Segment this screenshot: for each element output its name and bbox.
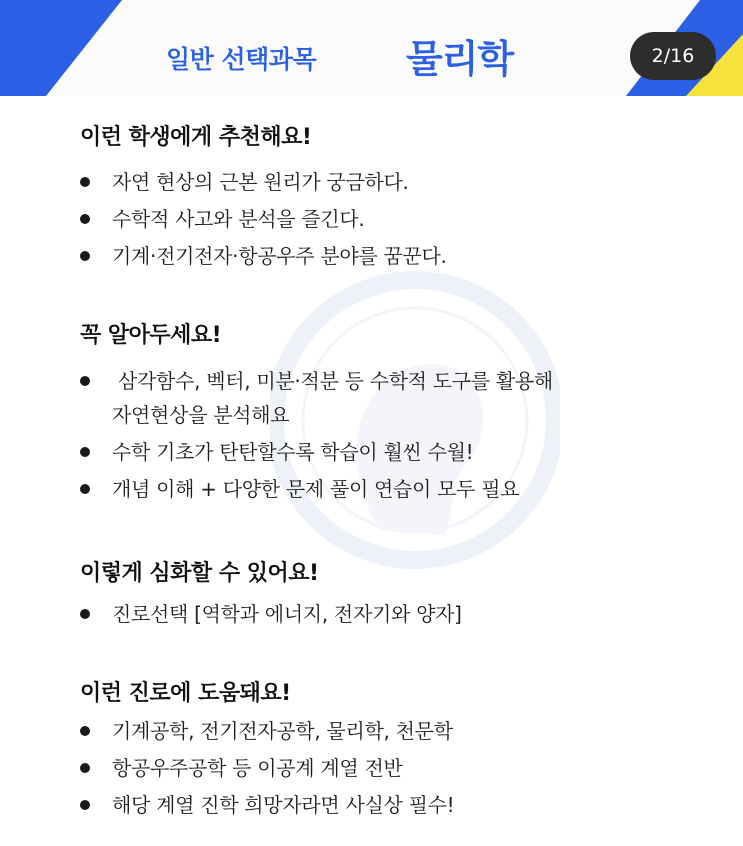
- list-item-text: 해당 계열 진학 희망자라면 사실상 필수!: [112, 793, 455, 817]
- section-title-must-know: 꼭 알아두세요!: [80, 323, 222, 348]
- bullet-dot: [80, 763, 90, 773]
- list-item-text: 자연 현상의 근본 원리가 궁금하다.: [112, 170, 409, 194]
- list-item-text: 삼각함수, 벡터, 미분·적분 등 수학적 도구를 활용해: [118, 369, 553, 393]
- list-item-text: 항공우주공학 등 이공계 계열 전반: [112, 756, 403, 780]
- bullet-dot: [80, 251, 90, 261]
- list-item-text: 수학적 사고와 분석을 즐긴다.: [112, 207, 365, 231]
- bullet-dot: [80, 800, 90, 810]
- subject-category-label: 일반 선택과목: [166, 45, 317, 74]
- list-item-text: 개념 이해 + 다양한 문제 풀이 연습이 모두 필요: [112, 477, 520, 501]
- subject-title: 물리학: [406, 37, 514, 81]
- bullet-dot: [80, 609, 90, 619]
- list-item-text: 기계·전기전자·항공우주 분야를 꿈꾼다.: [112, 244, 447, 268]
- bullet-dot: [80, 447, 90, 457]
- header-bar: [0, 0, 743, 96]
- bullet-dot: [80, 177, 90, 187]
- section-title-recommended-students: 이런 학생에게 추천해요!: [80, 125, 312, 150]
- content-area: [0, 96, 743, 846]
- bullet-dot: [80, 484, 90, 494]
- list-item-text: 기계공학, 전기전자공학, 물리학, 천문학: [112, 719, 453, 743]
- bullet-dot: [80, 214, 90, 224]
- section-title-advanced-courses: 이렇게 심화할 수 있어요!: [80, 561, 319, 586]
- page-counter-badge: 2/16: [630, 32, 716, 80]
- left-blue-stripe: [0, 0, 122, 96]
- bullet-dot: [80, 726, 90, 736]
- list-item-text: 진로선택 [역학과 에너지, 전자기와 양자]: [112, 602, 462, 626]
- bullet-dot: [80, 376, 90, 386]
- section-title-career-paths: 이런 진로에 도움돼요!: [80, 681, 291, 706]
- list-item-text: 자연현상을 분석해요: [112, 403, 290, 427]
- list-item-text: 수학 기초가 탄탄할수록 학습이 훨씬 수월!: [112, 440, 474, 464]
